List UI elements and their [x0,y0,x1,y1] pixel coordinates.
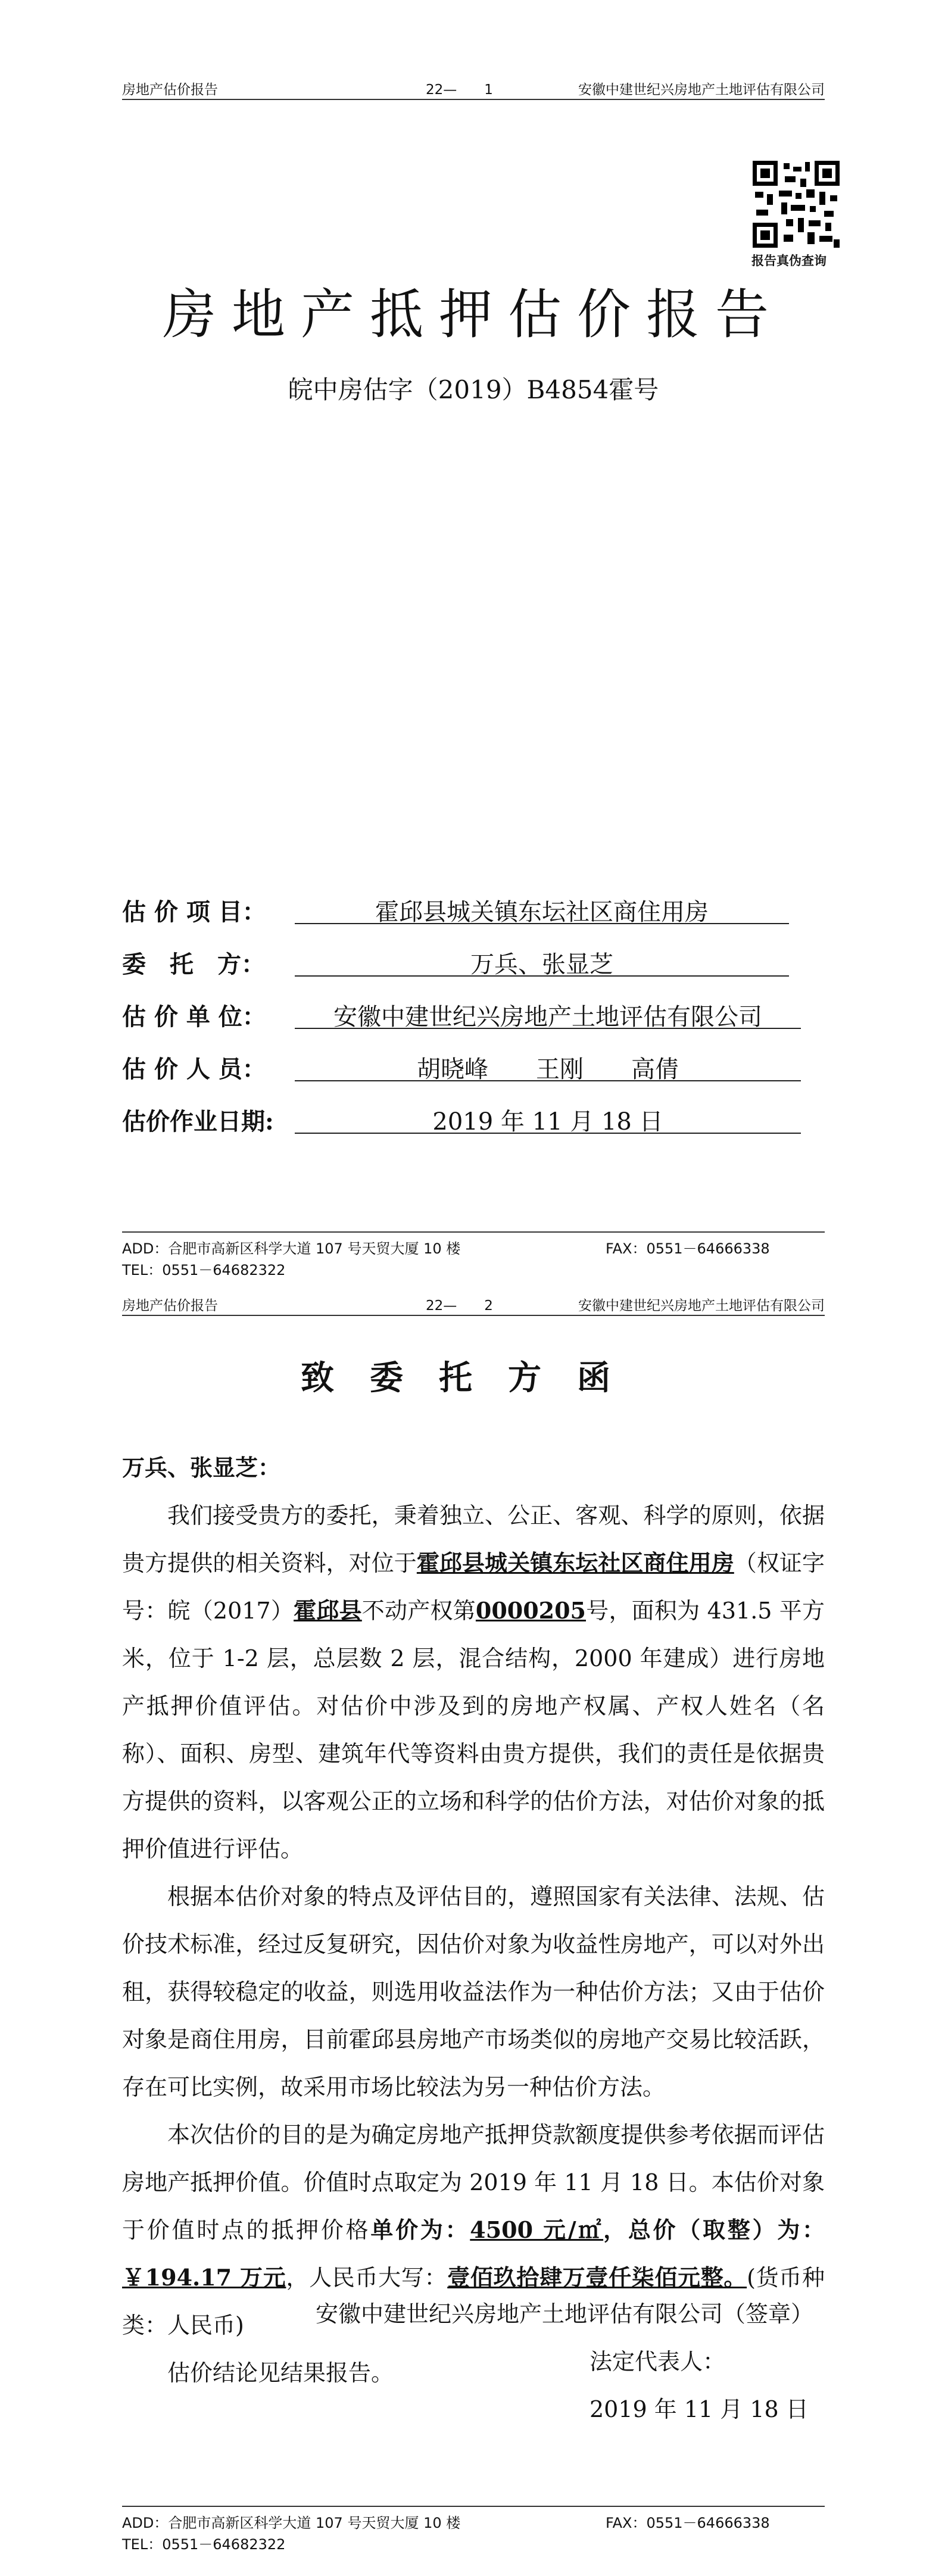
info-label: 估 价 单 位： [122,1003,266,1031]
p1-text-b: （权证字号：皖（2017） [122,1550,825,1624]
sign-date: 2019 年 11 月 18 日 [590,2396,809,2422]
info-row-client [122,946,825,981]
p3-currency: (货币种类：人民币) [122,2265,825,2338]
p1-county: 霍邱县 [294,1597,362,1624]
sign-company: 安徽中建世纪兴房地产土地评估有限公司（签章） [316,2301,814,2327]
salutation: 万兵、张显芝： [122,1454,281,1481]
info-row-project [122,893,825,929]
p1-text-d: 号，面积为 431.5 平方米，位于 1-2 层，总层数 2 层，混合结构，2000 年建成）进行房地产抵押价值评估。对估价中涉及到的房地产权属、产权人姓名（名称）、面积、房型、建筑年代等资料由贵方提供，我们的责任是依据贵方提供的资料，以客观公正的立场和科学的估价方法，对估价对象的抵押价值进行评估。 [122,1598,825,1862]
p3-amount-upper: 壹佰玖拾肆万壹仟柒佰元整。 [447,2264,747,2291]
letter-body [122,1444,825,2397]
page2-header [122,1295,825,1316]
report-number: 皖中房估字（2019）B4854霍号 [288,375,659,404]
footer-tel: TEL：0551－64682322 [122,1262,286,1278]
header-left: 房地产估价报告 [122,82,218,98]
p1-cert-number: 0000205 [475,1597,586,1624]
info-label: 估 价 项 目： [122,898,266,926]
info-label: 估 价 人 员： [122,1055,266,1083]
p3-total-label: ，总价（取整）为： [603,2216,825,2243]
header-page-number: 22— 1 [426,82,493,98]
info-value: 2019 年 11 月 18 日 [295,1103,801,1134]
info-row-date [122,1103,825,1139]
paragraph-2: 根据本估价对象的特点及评估目的，遵照国家有关法律、法规、估价技术标准，经过反复研究，因估价对象为收益性房地产，可以对外出租，获得较稳定的收益，则选用收益法作为一种估价方法；又由于估价对象是商住用房，目前霍邱县房地产市场类似的房地产交易比较活跃，存在可比实例，故采用市场比较法为另一种估价方法。 [122,1883,825,2100]
footer-rule [122,2506,825,2507]
footer-address: ADD：合肥市高新区科学大道 107 号天贸大厦 10 楼 [122,2515,461,2531]
qr-code-icon[interactable] [753,161,840,248]
footer-rule [122,1231,825,1233]
p3-total-value: ￥194.17 万元 [122,2264,286,2291]
info-row-appraisers [122,1050,825,1086]
p1-text-a: 我们接受贵方的委托，秉着独立、公正、客观、科学的原则，依据贵方提供的相关资料，对位于 [122,1502,825,1576]
info-value: 万兵、张显芝 [295,946,789,977]
page1-header [122,79,825,100]
info-value: 安徽中建世纪兴房地产土地评估有限公司 [295,998,801,1029]
p3-unit-label: 单价为： [370,2216,470,2243]
info-row-company [122,998,825,1034]
footer-fax: FAX：0551－64666338 [606,1240,770,1257]
info-value: 胡晓峰 王刚 高倩 [295,1050,801,1081]
qr-caption: 报告真伪查询 [751,254,827,268]
footer-fax: FAX：0551－64666338 [606,2515,770,2531]
footer-tel: TEL：0551－64682322 [122,2536,286,2553]
p1-text-c: 不动产权第 [361,1598,476,1624]
p1-location: 霍邱县城关镇东坛社区商住用房 [416,1549,734,1576]
info-label: 估价作业日期: [122,1108,274,1136]
report-title: 房地产抵押估价报告 [163,283,784,346]
info-value: 霍邱县城关镇东坛社区商住用房 [295,893,789,924]
sign-legal-rep: 法定代表人： [590,2349,726,2375]
paragraph-1 [122,1492,825,1873]
info-label: 委 托 方： [122,950,265,978]
paragraph-4: 估价结论见结果报告。 [167,2360,394,2386]
header-page-number: 22— 2 [426,1298,493,1314]
header-company: 安徽中建世纪兴房地产土地评估有限公司 [578,1298,825,1314]
footer-address: ADD：合肥市高新区科学大道 107 号天贸大厦 10 楼 [122,1240,461,1257]
header-left: 房地产估价报告 [122,1298,218,1314]
p3-unit-price: 4500 元/㎡ [470,2216,604,2243]
header-company: 安徽中建世纪兴房地产土地评估有限公司 [578,82,825,98]
letter-title: 致委托方函 [301,1358,646,1398]
p3-text-a: 本次估价的目的是为确定房地产抵押贷款额度提供参考依据而评估房地产抵押价值。价值时点取定为 2019 年 11 月 18 日。本估价对象于价值时点的抵押价格 [122,2122,825,2243]
p3-text-b: ，人民币大写： [286,2265,448,2291]
